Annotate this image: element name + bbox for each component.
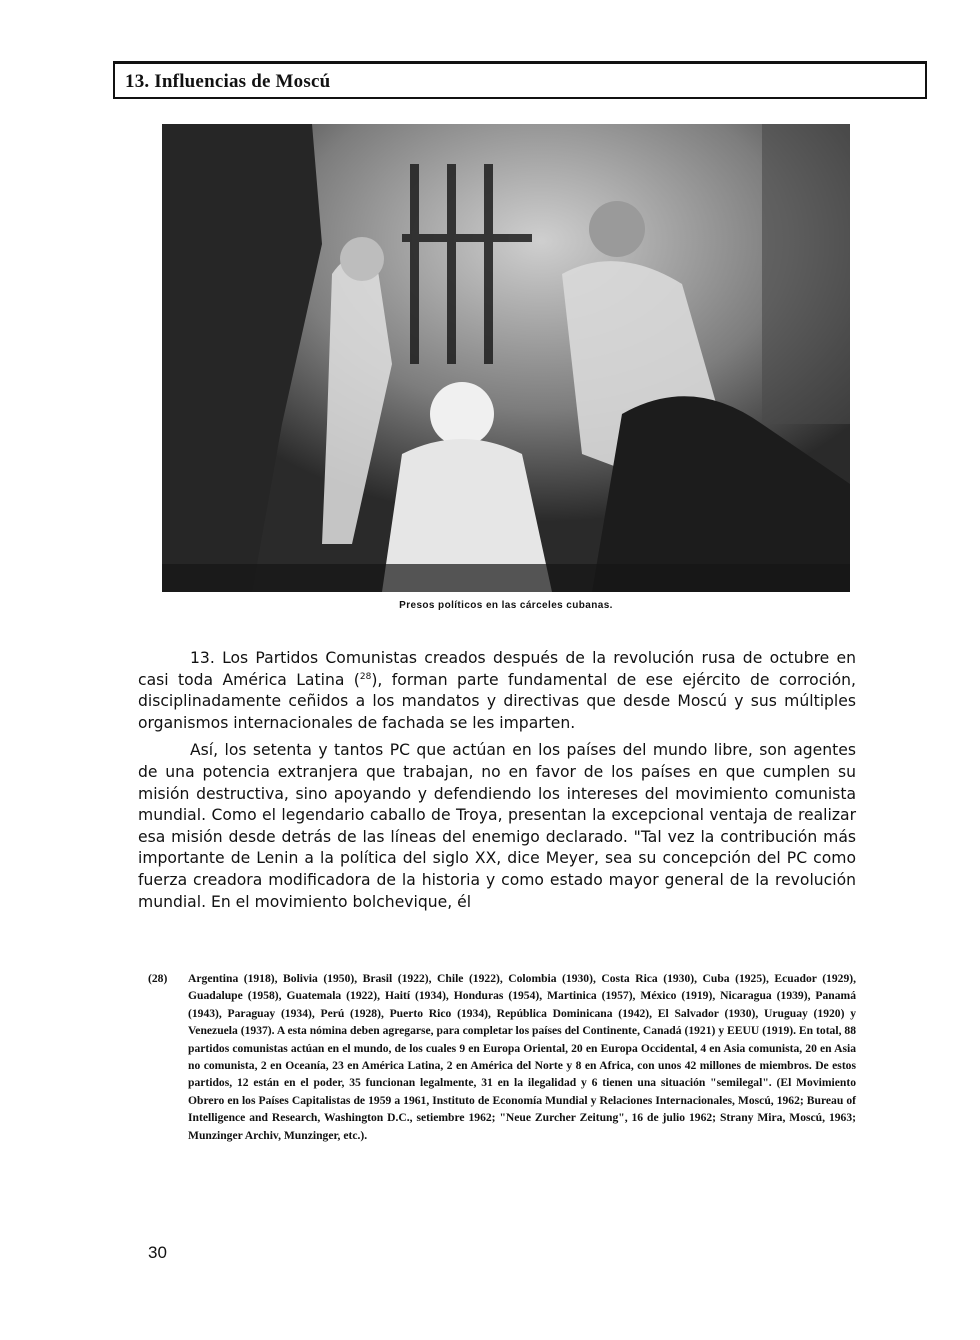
chapter-header — [113, 61, 927, 99]
main-text — [138, 648, 856, 913]
footnote-text: Argentina (1918), Bolivia (1950), Brasil (1922), Chile (1922), Colombia (1930), Costa Rica (1930), Cuba (1925), Ecuador (1929), Guadalupe (1958), Guatemala (1922), Haití (1934), Honduras (1954), Martinica (1957), México (1919), Nicaragua (1939), Panamá (1943), Paraguay (1934), Perú (1928), Puerto Rico (1934), República Dominicana (1942), El Salvador (1930), Uruguay (1920) y Venezuela (1937). A esta nómina deben agregarse, para completar los países del Continente, Canadá (1921) y EEUU (1919). En total, 88 partidos comunistas actúan en el mundo, de los cuales 9 en Europa Oriental, 20 en Europa Occidental, 4 en Asia comunista, 20 en Asia no comunista, 2 en Oceanía, 23 en América Latina, 2 en América del Norte y 8 en Africa, con unos 42 millones de miembros. De estos partidos, 12 están en el poder, 35 funcionan legalmente, 31 en la ilegalidad y 6 tienen una situación "semilegal". (El Movimiento Obrero en los Países Capitalistas de 1959 a 1961, Instituto de Economía Mundial y Relaciones Internacionales, Moscú, 1962; Bureau of Intelligence and Research, Washington D.C., setiembre 1962; "Neue Zurcher Zeitung", 16 de julio 1962; Strany Mira, Moscú, 1963; Munzinger Archiv, Munzinger, etc.). — [188, 972, 856, 1142]
paragraph-1-end: ), forman parte fundamental de ese ejército de corroción, disciplinadamente ceñidos a los mandatos y directivas que desde Moscú y sus múltiples organismos internacionales de fachada se les imparten. — [138, 670, 856, 732]
paragraph-2: Así, los setenta y tantos PC que actúan en los países del mundo libre, son agentes de una potencia extranjera que trabajan, no en favor de los países en que cumplen su misión destructiva, sino apoyando y defendiendo los intereses del movimiento comunista mundial. Como el legendario caballo de Troya, presentan la excepcional ventaja de realizar esa misión desde detrás de las líneas del enemigo declarado. "Tal vez la contribución más importante de Lenin a la política del siglo XX, dice Meyer, sea su concepción del PC como fuerza creadora modificadora de la historia y como estado mayor general de la revolución mundial. En el movimiento bolchevique, él — [138, 741, 856, 911]
chapter-title: 13. Influencias de Moscú — [125, 71, 331, 92]
paragraph-1-start: 13. Los Partidos Comunistas creados después de la revolución rusa de octubre en casi toda América Latina ( — [138, 649, 856, 689]
page-number: 30 — [148, 1243, 167, 1262]
prisoners-photo — [162, 124, 850, 592]
paragraph-1 — [138, 648, 856, 734]
footnote-marker: (28) — [148, 972, 168, 985]
photo-caption: Presos políticos en las cárceles cubanas. — [399, 600, 613, 611]
footnote-reference: 28 — [359, 671, 372, 682]
footnote-28 — [148, 970, 856, 1144]
